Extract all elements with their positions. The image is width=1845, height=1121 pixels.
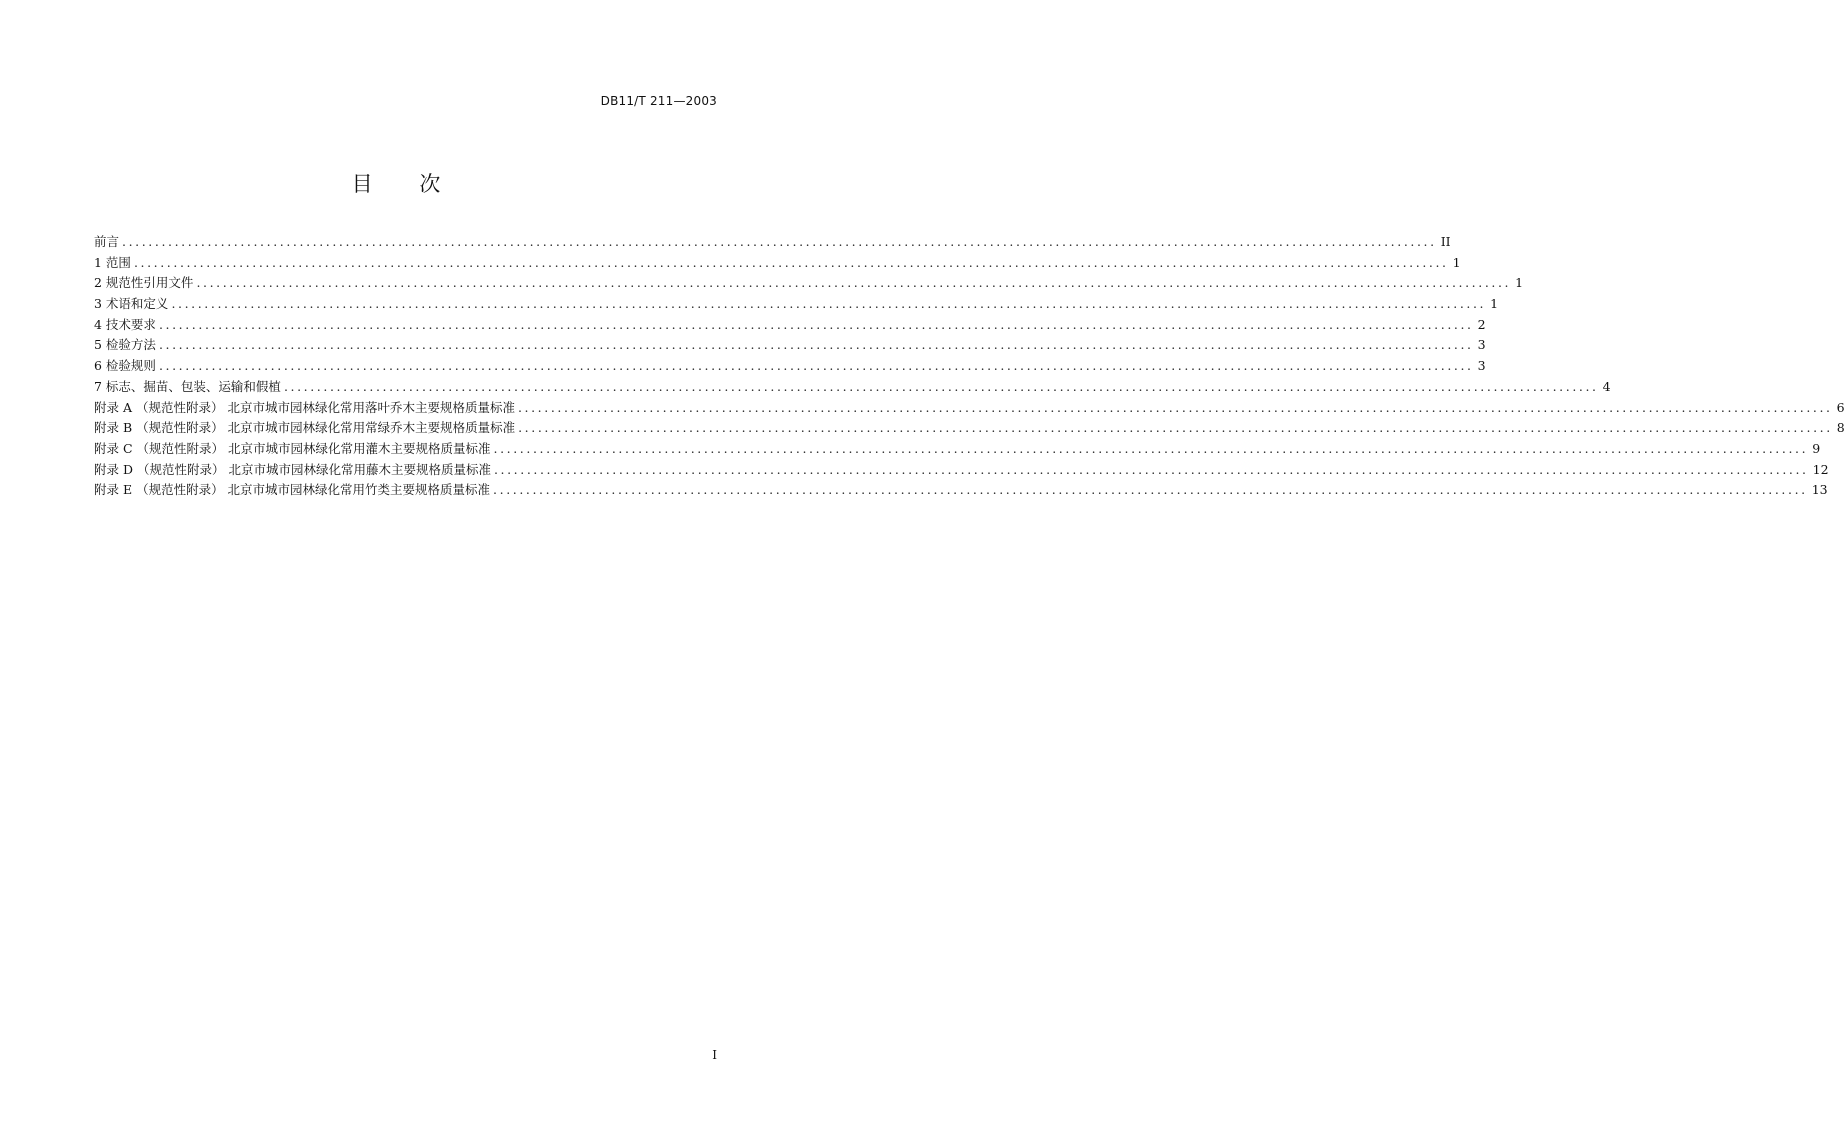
toc-entry[interactable] (94, 480, 1828, 501)
toc-entry[interactable] (94, 232, 1451, 253)
toc-entry-page: 12 (1812, 461, 1829, 477)
toc-entry[interactable] (94, 315, 1486, 336)
toc-title: 目 次 (351, 172, 441, 196)
table-of-contents (94, 232, 1845, 501)
toc-dot-leader: ........................................................................................................................................................................................................ (133, 254, 1449, 270)
toc-entry[interactable] (94, 439, 1821, 460)
toc-entry-page: 1 (1515, 275, 1524, 291)
toc-entry-label: 7 标志、掘苗、包装、运输和假植 (94, 378, 281, 394)
toc-entry-label: 2 规范性引用文件 (94, 275, 194, 291)
toc-dot-leader: ........................................................................................................................................................................................................ (196, 275, 1512, 291)
toc-entry[interactable] (94, 377, 1611, 398)
toc-entry-page: 8 (1836, 420, 1845, 436)
toc-dot-leader: ........................................................................................................................................................................................................ (158, 358, 1474, 374)
toc-entry-page: 3 (1477, 358, 1486, 374)
toc-entry-label: 6 检验规则 (94, 358, 156, 374)
toc-entry[interactable] (94, 335, 1486, 356)
toc-entry-page: II (1440, 234, 1451, 249)
toc-dot-leader: ........................................................................................................................................................................................................ (158, 316, 1474, 332)
toc-entry-label: 附录 E （规范性附录） 北京市城市园林绿化常用竹类主要规格质量标准 (94, 482, 491, 498)
page-number: I (712, 1048, 717, 1062)
toc-entry-label: 3 术语和定义 (94, 296, 169, 312)
toc-dot-leader: ........................................................................................................................................................................................................ (493, 482, 1808, 498)
toc-dot-leader: ........................................................................................................................................................................................................ (158, 337, 1474, 353)
toc-entry-page: 1 (1490, 296, 1499, 312)
toc-entry-label: 附录 C （规范性附录） 北京市城市园林绿化常用灌木主要规格质量标准 (94, 440, 491, 456)
toc-dot-leader: ........................................................................................................................................................................................................ (171, 296, 1487, 312)
toc-entry[interactable] (94, 398, 1845, 419)
toc-entry-label: 5 检验方法 (94, 337, 156, 353)
toc-entry-page: 6 (1836, 399, 1845, 415)
toc-entry-page: 2 (1477, 316, 1486, 332)
toc-dot-leader: ........................................................................................................................................................................................................ (493, 461, 1809, 477)
toc-entry[interactable] (94, 294, 1499, 315)
toc-entry-page: 9 (1812, 440, 1821, 456)
toc-dot-leader: ........................................................................................................................................................................................................ (122, 234, 1437, 249)
toc-entry[interactable] (94, 460, 1829, 481)
toc-entry-label: 前言 (94, 234, 120, 249)
toc-entry[interactable] (94, 253, 1461, 274)
toc-entry[interactable] (94, 273, 1524, 294)
toc-entry-page: 1 (1452, 254, 1461, 270)
toc-dot-leader: ........................................................................................................................................................................................................ (517, 399, 1833, 415)
toc-entry-label: 附录 D （规范性附录） 北京市城市园林绿化常用藤木主要规格质量标准 (94, 461, 491, 477)
toc-dot-leader: ........................................................................................................................................................................................................ (283, 378, 1599, 394)
toc-entry-page: 3 (1477, 337, 1486, 353)
toc-entry-page: 4 (1602, 378, 1611, 394)
toc-dot-leader: ........................................................................................................................................................................................................ (518, 420, 1833, 436)
toc-entry-label: 4 技术要求 (94, 316, 156, 332)
document-code: DB11/T 211—2003 (600, 94, 717, 108)
toc-entry-page: 13 (1811, 482, 1828, 498)
toc-entry-label: 附录 A （规范性附录） 北京市城市园林绿化常用落叶乔木主要规格质量标准 (94, 399, 515, 415)
toc-entry[interactable] (94, 418, 1845, 439)
toc-entry-label: 附录 B （规范性附录） 北京市城市园林绿化常用常绿乔木主要规格质量标准 (94, 420, 516, 436)
toc-dot-leader: ........................................................................................................................................................................................................ (493, 440, 1809, 456)
toc-entry-label: 1 范围 (94, 254, 131, 270)
toc-entry[interactable] (94, 356, 1486, 377)
